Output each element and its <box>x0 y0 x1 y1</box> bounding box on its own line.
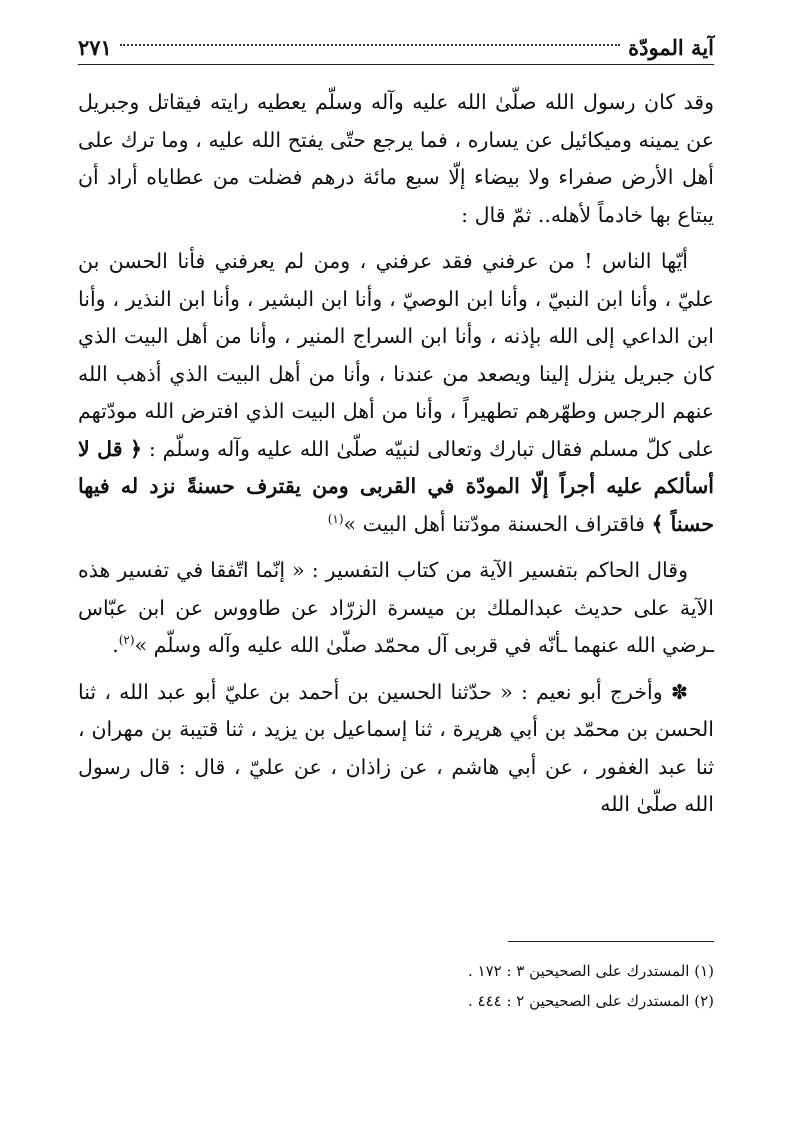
paragraph-text: وقد كان رسول الله صلّىٰ الله عليه وآله وسلّم يعطيه رايته فيقاتل وجبريل عن يمينه وميكائيل عن يساره ، فما يرجع حتّى يفتح الله عليه ، وما ترك على أهل الأرض صفراء ولا بيضاء إلّا سبع مائة درهم فضلت من عطاياه أراد أن يبتاع بها خادماً لأهله.. ثمّ قال : <box>78 90 714 227</box>
footnote-divider <box>508 941 714 942</box>
quran-verse: ﴿ قل لا أسألكم عليه أجراً إلّا المودّة في القربى ومن يقترف حسنةً نزد له فيها حسناً ﴾ <box>78 436 714 536</box>
paragraph-text: وقال الحاكم بتفسير الآية من كتاب التفسير : « إنّما اتّفقا في تفسير هذه الآية على حديث عبدالملك بن ميسرة الزرّاد عن طاووس عن ابن عبّاس ـرضي الله عنهما ـأنّه في قربى آل محمّد صلّىٰ الله عليه وآله وسلّم » <box>78 558 714 657</box>
paragraph-text: فاقتراف الحسنة مودّتنا أهل البيت » <box>343 511 645 536</box>
footnote-ref-1: (١) <box>327 511 344 526</box>
paragraph-3 <box>78 552 714 665</box>
page-number: ٢٧١ <box>78 34 112 60</box>
footnotes <box>78 956 714 1016</box>
paragraph-text: أيّها الناس ! من عرفني فقد عرفني ، ومن لم يعرفني فأنا الحسن بن عليّ ، وأنا ابن النبيّ ، وأنا ابن الوصيّ ، وأنا ابن البشير ، وأنا ابن النذير ، وأنا ابن الداعي إلى الله بإذنه ، وأنا ابن السراج المنير ، وأنا من أهل البيت الذي كان جبريل ينزل إلينا ويصعد من عندنا ، وأنا من أهل البيت الذي أذهب الله عنهم الرجس وطهّرهم تطهيراً ، وأنا من أهل البيت الذي افترض الله مودّتهم على كلّ مسلم فقال تبارك وتعالى لنبيّه صلّىٰ الله عليه وآله وسلّم : <box>78 249 714 461</box>
paragraph-2 <box>78 243 714 543</box>
paragraph-end: . <box>112 633 119 657</box>
footnote-ref-2: (٢) <box>118 633 135 648</box>
footnote-1: (١) المستدرك على الصحيحين ٣ : ١٧٢ . <box>467 962 714 980</box>
paragraph-1 <box>78 84 714 234</box>
running-header <box>78 30 714 65</box>
header-dot-leader <box>120 43 620 46</box>
main-text <box>78 84 714 833</box>
footnote-2: (٢) المستدرك على الصحيحين ٢ : ٤٤٤ . <box>467 992 714 1010</box>
chapter-title: آية المودّة <box>628 34 714 60</box>
paragraph-4 <box>78 674 714 824</box>
paragraph-text: ✽ وأخرج أبو نعيم : « حدّثنا الحسين بن أحمد بن عليّ أبو عبد الله ، ثنا الحسن بن محمّد بن أبي هريرة ، ثنا إسماعيل بن يزيد ، ثنا قتيبة بن مهران ، ثنا عبد الغفور ، عن أبي هاشم ، عن زاذان ، عن عليّ ، قال : قال رسول الله صلّىٰ الله <box>78 679 714 816</box>
